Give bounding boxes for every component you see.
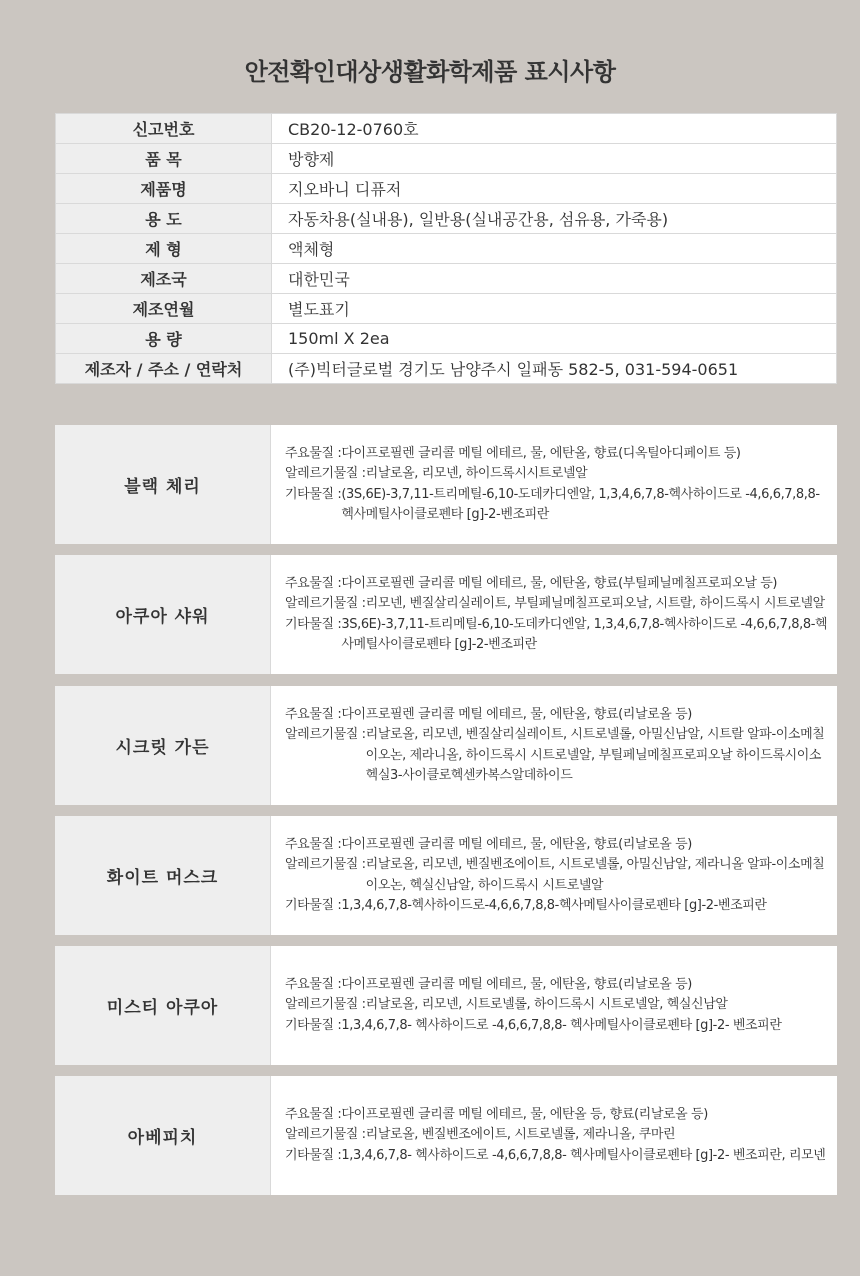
info-row (56, 294, 837, 324)
ingredient-line (285, 1125, 829, 1146)
ingredient-label: 알레르기물질 : (285, 997, 366, 1013)
ingredient-line (285, 485, 829, 526)
ingredient-text: 리날로올, 벤질벤조에이트, 시트로넬롤, 제라니올, 쿠마린 (365, 1127, 676, 1143)
fragrance-block (55, 946, 837, 1065)
ingredient-text: 다이프로필렌 글리콜 메틸 에테르, 물, 에탄올, 향료(부틸페닐메칠프로피오날 등) (341, 575, 778, 591)
fragrance-block (55, 555, 837, 674)
info-key: 용 도 (56, 204, 272, 234)
fragrance-ingredients (271, 1076, 837, 1195)
ingredient-text: 1,3,4,6,7,8-헥사하이드로-4,6,6,7,8,8-헥사메틸사이클로펜타 [g]-2-벤조피란 (341, 898, 767, 913)
info-row (56, 144, 837, 174)
ingredient-line (285, 464, 829, 485)
ingredient-text: 리날로올, 리모넨, 벤질벤조에이트, 시트로넬롤, 아밀신남알, 제라니올 알파-이소메칠이오논, 헥실신남알, 하이드록시 시트로넬알 (365, 857, 825, 893)
ingredient-label: 주요물질 : (285, 575, 342, 591)
info-value: CB20-12-0760호 (272, 114, 837, 144)
ingredient-line (285, 615, 829, 656)
fragrance-ingredients (271, 555, 837, 674)
ingredient-label: 주요물질 : (285, 706, 342, 722)
ingredient-text: 3S,6E)-3,7,11-트리메틸-6,10-도데카디엔알, 1,3,4,6,7,8-헥사하이드로 -4,6,6,7,8,8-헥사메틸사이클로펜타 [g]-2-벤조피란 (341, 616, 828, 652)
info-row (56, 354, 837, 384)
info-key: 신고번호 (56, 114, 272, 144)
info-value: 자동차용(실내용), 일반용(실내공간용, 섬유용, 가죽용) (272, 204, 837, 234)
fragrance-block (55, 686, 837, 805)
fragrance-name: 미스티 아쿠아 (55, 946, 271, 1065)
fragrance-ingredients (271, 816, 837, 935)
fragrance-ingredients (271, 425, 837, 544)
info-key: 용 량 (56, 324, 272, 354)
info-value: (주)빅터글로벌 경기도 남양주시 일패동 582-5, 031-594-0651 (272, 354, 837, 384)
ingredient-label: 주요물질 : (285, 1106, 342, 1122)
info-value: 150ml X 2ea (272, 324, 837, 354)
ingredient-label: 주요물질 : (285, 836, 342, 852)
fragrance-block (55, 816, 837, 935)
info-value: 별도표기 (272, 294, 837, 324)
fragrance-name: 아쿠아 샤워 (55, 555, 271, 674)
ingredient-text: 1,3,4,6,7,8- 헥사하이드로 -4,6,6,7,8,8- 헥사메틸사이클로펜타 [g]-2- 벤조피란 (341, 1017, 782, 1033)
ingredient-label: 알레르기물질 : (285, 596, 366, 611)
ingredient-text: (3S,6E)-3,7,11-트리메틸-6,10-도데카디엔알, 1,3,4,6,7,8-헥사하이드로 -4,6,6,7,8,8-헥사메틸사이클로펜타 [g]-2-벤조피란 (341, 486, 820, 522)
ingredient-line (285, 725, 829, 787)
info-key: 제조연월 (56, 294, 272, 324)
info-key: 제조국 (56, 264, 272, 294)
info-row (56, 174, 837, 204)
ingredient-text: 리날로올, 리모넨, 시트로넬롤, 하이드록시 시트로넬알, 헥실신남알 (365, 997, 728, 1013)
page-title: 안전확인대상생활화학제품 표시사항 (244, 58, 616, 86)
ingredient-line (285, 1016, 829, 1037)
info-value: 액체형 (272, 234, 837, 264)
ingredient-text: 다이프로필렌 글리콜 메틸 에테르, 물, 에탄올, 향료(리날로올 등) (341, 706, 692, 722)
info-key: 제품명 (56, 174, 272, 204)
ingredient-label: 알레르기물질 : (285, 1127, 366, 1143)
ingredient-line (285, 995, 829, 1016)
ingredient-label: 주요물질 : (285, 445, 342, 461)
info-value: 방향제 (272, 144, 837, 174)
fragrance-name: 블랙 체리 (55, 425, 271, 544)
ingredient-line (285, 594, 829, 615)
info-key: 품 목 (56, 144, 272, 174)
ingredient-label: 알레르기물질 : (285, 727, 366, 742)
info-row (56, 204, 837, 234)
ingredient-label: 알레르기물질 : (285, 857, 366, 872)
ingredient-text: 다이프로필렌 글리콜 메틸 에테르, 물, 에탄올, 향료(디옥틸아디페이트 등) (341, 445, 741, 461)
ingredient-text: 리날로올, 리모넨, 벤질살리실레이트, 시트로넬롤, 아밀신남알, 시트랄 알파-이소메칠이오논, 제라니올, 하이드록시 시트로넬알, 부틸페닐메칠프로피오날 하이드록시이소헥실3-사이클로헥센카복스알데하이드 (365, 727, 825, 783)
ingredient-line (285, 1105, 829, 1126)
info-row (56, 264, 837, 294)
ingredient-text: 리날로올, 리모넨, 하이드록시시트로넬알 (365, 466, 588, 481)
ingredient-label: 기타물질 : (285, 486, 342, 502)
ingredient-label: 기타물질 : (285, 898, 342, 913)
fragrance-name: 화이트 머스크 (55, 816, 271, 935)
info-key: 제조자 / 주소 / 연락처 (56, 354, 272, 384)
fragrance-name: 아베피치 (55, 1076, 271, 1195)
info-value: 지오바니 디퓨저 (272, 174, 837, 204)
fragrance-ingredients (271, 946, 837, 1065)
info-row (56, 114, 837, 144)
info-value: 대한민국 (272, 264, 837, 294)
ingredient-text: 다이프로필렌 글리콜 메틸 에테르, 물, 에탄올, 향료(리날로올 등) (341, 836, 692, 852)
info-row (56, 324, 837, 354)
ingredient-label: 기타물질 : (285, 616, 342, 632)
ingredient-line (285, 835, 829, 856)
ingredient-text: 다이프로필렌 글리콜 메틸 에테르, 물, 에탄올, 향료(리날로올 등) (341, 976, 692, 992)
fragrance-block (55, 425, 837, 544)
fragrance-block (55, 1076, 837, 1195)
ingredient-text: 1,3,4,6,7,8- 헥사하이드로 -4,6,6,7,8,8- 헥사메틸사이클로펜타 [g]-2- 벤조피란, 리모넨 (341, 1147, 826, 1163)
ingredient-line (285, 896, 829, 917)
ingredient-label: 기타물질 : (285, 1147, 342, 1163)
ingredient-text: 리모넨, 벤질살리실레이트, 부틸페닐메칠프로피오날, 시트랄, 하이드록시 시트로넬알 (365, 596, 825, 611)
info-key: 제 형 (56, 234, 272, 264)
info-row (56, 234, 837, 264)
product-info-table (55, 113, 837, 384)
ingredient-text: 다이프로필렌 글리콜 메틸 에테르, 물, 에탄올 등, 향료(리날로올 등) (341, 1106, 708, 1122)
ingredient-line (285, 574, 829, 595)
ingredient-label: 알레르기물질 : (285, 466, 366, 481)
ingredient-line (285, 1146, 829, 1167)
fragrance-ingredients (271, 686, 837, 805)
fragrance-name: 시크릿 가든 (55, 686, 271, 805)
ingredient-line (285, 855, 829, 896)
ingredient-label: 주요물질 : (285, 976, 342, 992)
ingredient-line (285, 444, 829, 465)
ingredient-label: 기타물질 : (285, 1017, 342, 1033)
ingredient-line (285, 975, 829, 996)
ingredient-line (285, 705, 829, 726)
